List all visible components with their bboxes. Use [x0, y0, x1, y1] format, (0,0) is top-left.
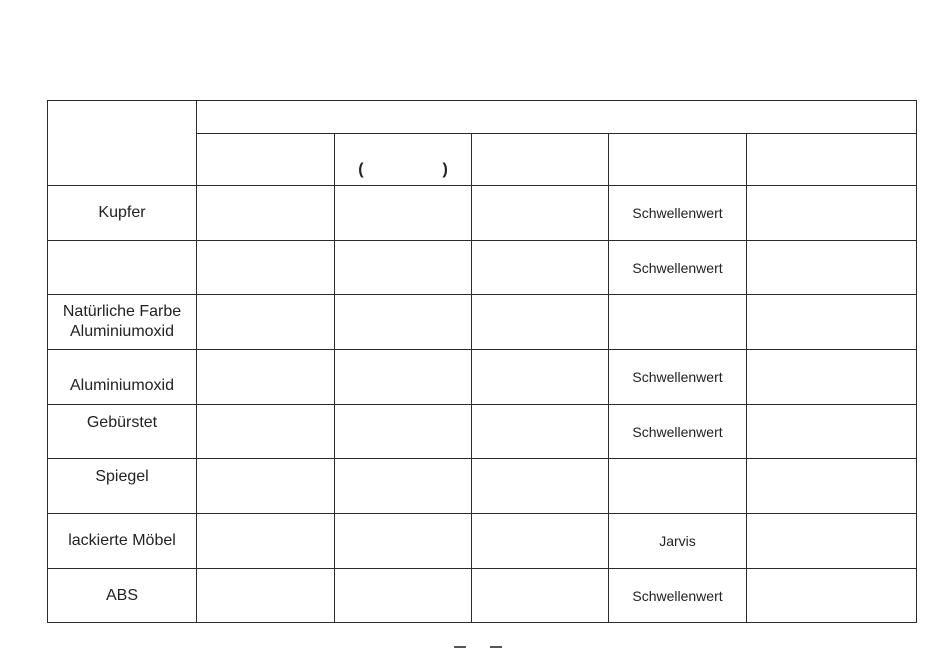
header-cell-3	[472, 134, 609, 186]
material-table	[47, 100, 917, 623]
row-label: ABS	[48, 569, 197, 623]
header-corner-cell	[48, 101, 197, 186]
table-row	[48, 405, 917, 459]
row-label: Spiegel	[48, 459, 197, 514]
row-note	[609, 459, 747, 514]
table-row	[48, 295, 917, 350]
footer-dash	[454, 646, 466, 648]
row-note: Schwellenwert	[609, 350, 747, 405]
table-row	[48, 569, 917, 623]
row-label: Natürliche Farbe Aluminiumoxid	[48, 295, 197, 350]
row-note: Schwellenwert	[609, 241, 747, 295]
table-row	[48, 514, 917, 569]
header-cell-2	[335, 134, 472, 186]
table-row	[48, 186, 917, 241]
footer-dash	[490, 646, 502, 648]
row-label: Gebürstet	[48, 405, 197, 459]
row-note	[609, 295, 747, 350]
row-label	[48, 241, 197, 295]
row-note: Schwellenwert	[609, 569, 747, 623]
table-row	[48, 241, 917, 295]
header-cell-5	[747, 134, 917, 186]
row-label: lackierte Möbel	[48, 514, 197, 569]
header-cell-4	[609, 134, 747, 186]
row-label: Kupfer	[48, 186, 197, 241]
row-note: Jarvis	[609, 514, 747, 569]
header-group-cell	[197, 101, 917, 134]
row-label: Aluminiumoxid	[48, 350, 197, 405]
row-note: Schwellenwert	[609, 186, 747, 241]
row-note: Schwellenwert	[609, 405, 747, 459]
page-footer-marks	[454, 646, 504, 650]
header-paren-close: )	[442, 161, 448, 178]
header-paren-open: (	[358, 161, 364, 178]
table-row	[48, 459, 917, 514]
header-cell-1	[197, 134, 335, 186]
table-row	[48, 350, 917, 405]
